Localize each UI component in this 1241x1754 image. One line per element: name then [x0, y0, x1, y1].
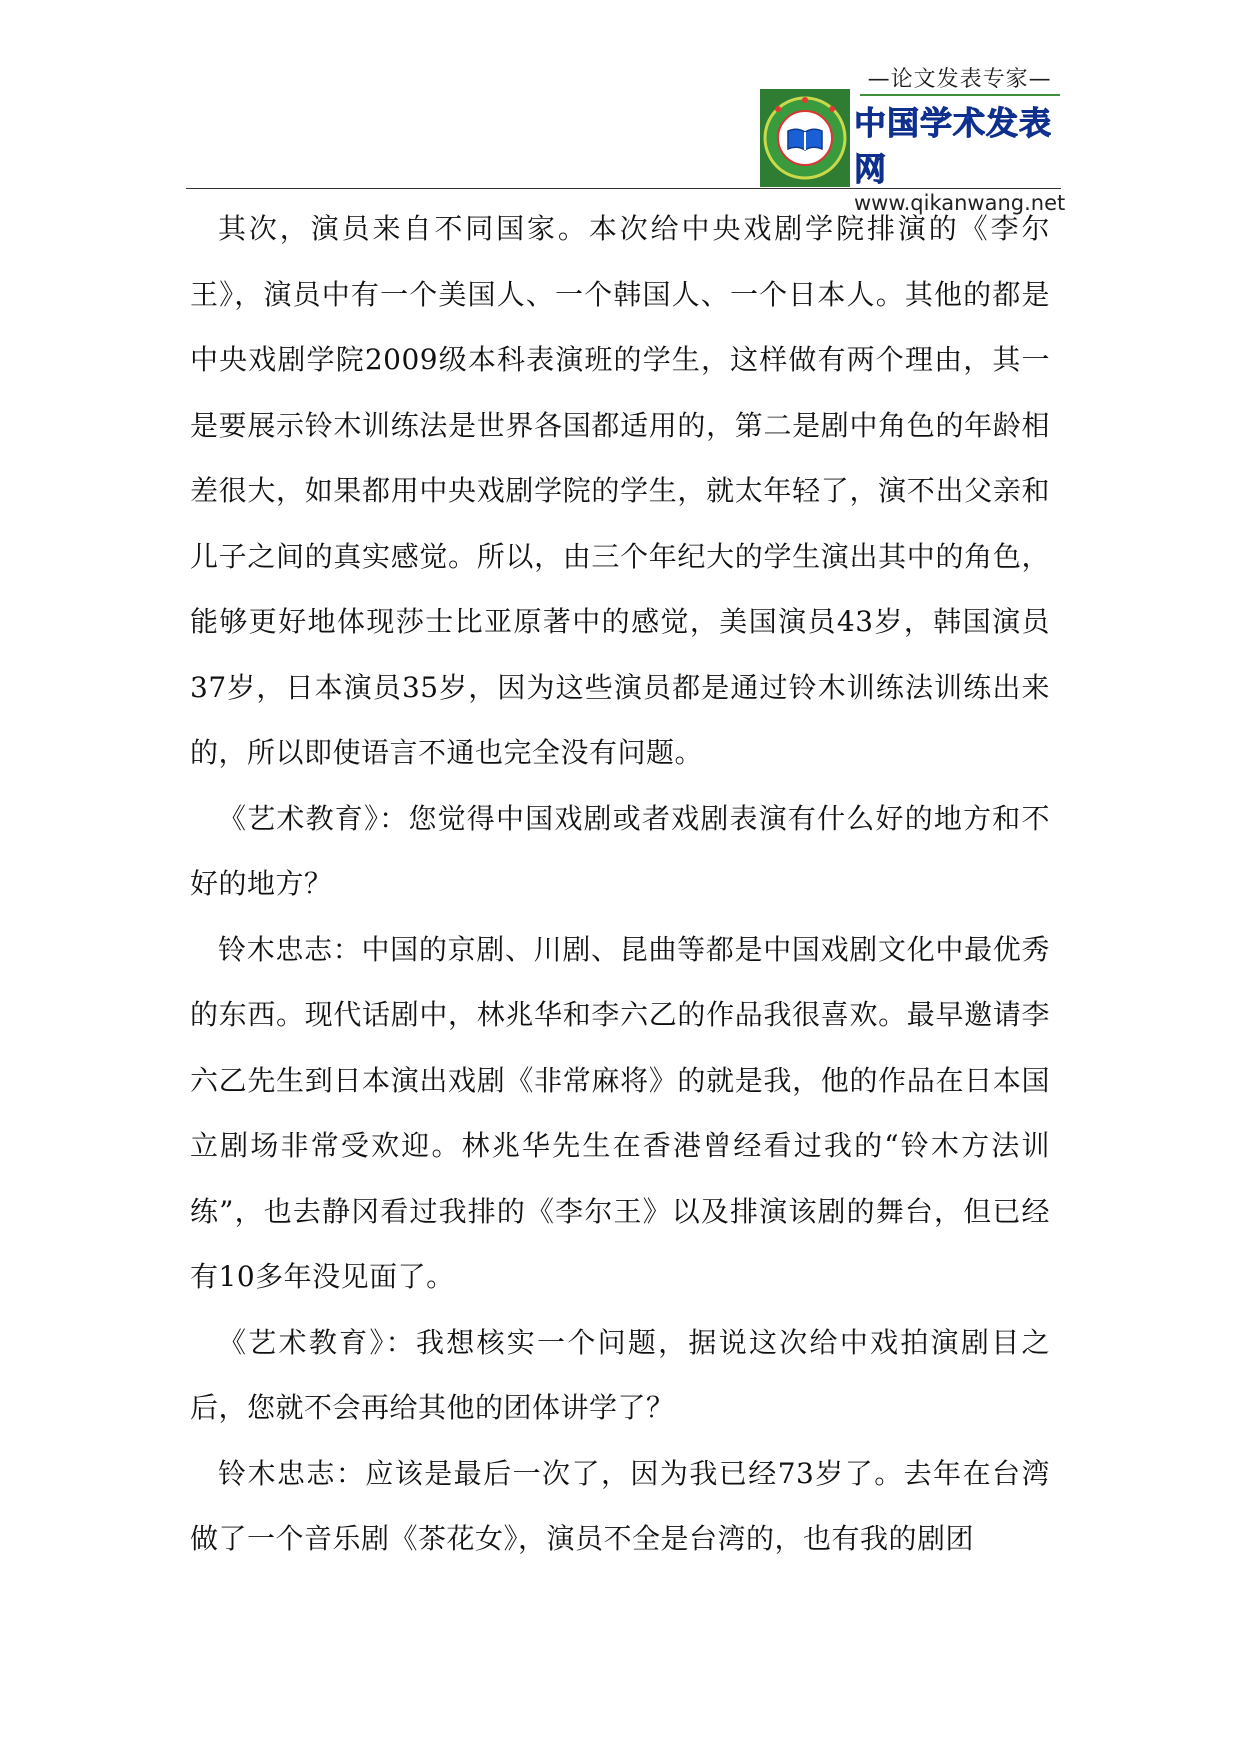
book-emblem-icon — [760, 89, 850, 187]
paragraph: 《艺术教育》：您觉得中国戏剧或者戏剧表演有什么好的地方和不好的地方？ — [190, 801, 1050, 900]
logo-slogan: —论文发表专家— — [860, 62, 1060, 96]
paragraph: 其次，演员来自不同国家。本次给中央戏剧学院排演的《李尔王》，演员中有一个美国人、一个韩国人、一个日本人。其他的都是中央戏剧学院2009级本科表演班的学生，这样做有两个理由，其一是要展示铃木训练法是世界各国都适用的，第二是剧中角色的年龄相差很大，如果都用中央戏剧学院的学生，就太年轻了，演不出父亲和儿子之间的真实感觉。所以，由三个年纪大的学生演出其中的角色，能够更好地体现莎士比亚原著中的感觉，美国演员43岁，韩国演员37岁，日本演员35岁，因为这些演员都是通过铃木训练法训练出来的，所以即使语言不通也完全没有问题。 — [190, 212, 1050, 769]
logo-url: www.qikanwang.net — [854, 190, 1066, 215]
paragraph: 铃木忠志：中国的京剧、川剧、昆曲等都是中国戏剧文化中最优秀的东西。现代话剧中，林兆华和李六乙的作品我很喜欢。最早邀请李六乙先生到日本演出戏剧《非常麻将》的就是我，他的作品在日本国立剧场非常受欢迎。林兆华先生在香港曾经看过我的“铃木方法训练”，也去静冈看过我排的《李尔王》以及排演该剧的舞台，但已经有10多年没见面了。 — [190, 932, 1050, 1293]
logo-name: 中国学术发表网 — [854, 103, 1053, 188]
logo-emblem — [760, 89, 850, 187]
paragraph: 《艺术教育》：我想核实一个问题，据说这次给中戏拍演剧目之后，您就不会再给其他的团体讲学了？ — [190, 1325, 1050, 1424]
paragraph: 铃木忠志：应该是最后一次了，因为我已经73岁了。去年在台湾做了一个音乐剧《茶花女》，演员不全是台湾的，也有我的剧团 — [190, 1456, 1050, 1555]
site-logo — [760, 66, 1066, 215]
document-body — [190, 196, 1050, 1572]
header-divider — [186, 188, 1061, 189]
